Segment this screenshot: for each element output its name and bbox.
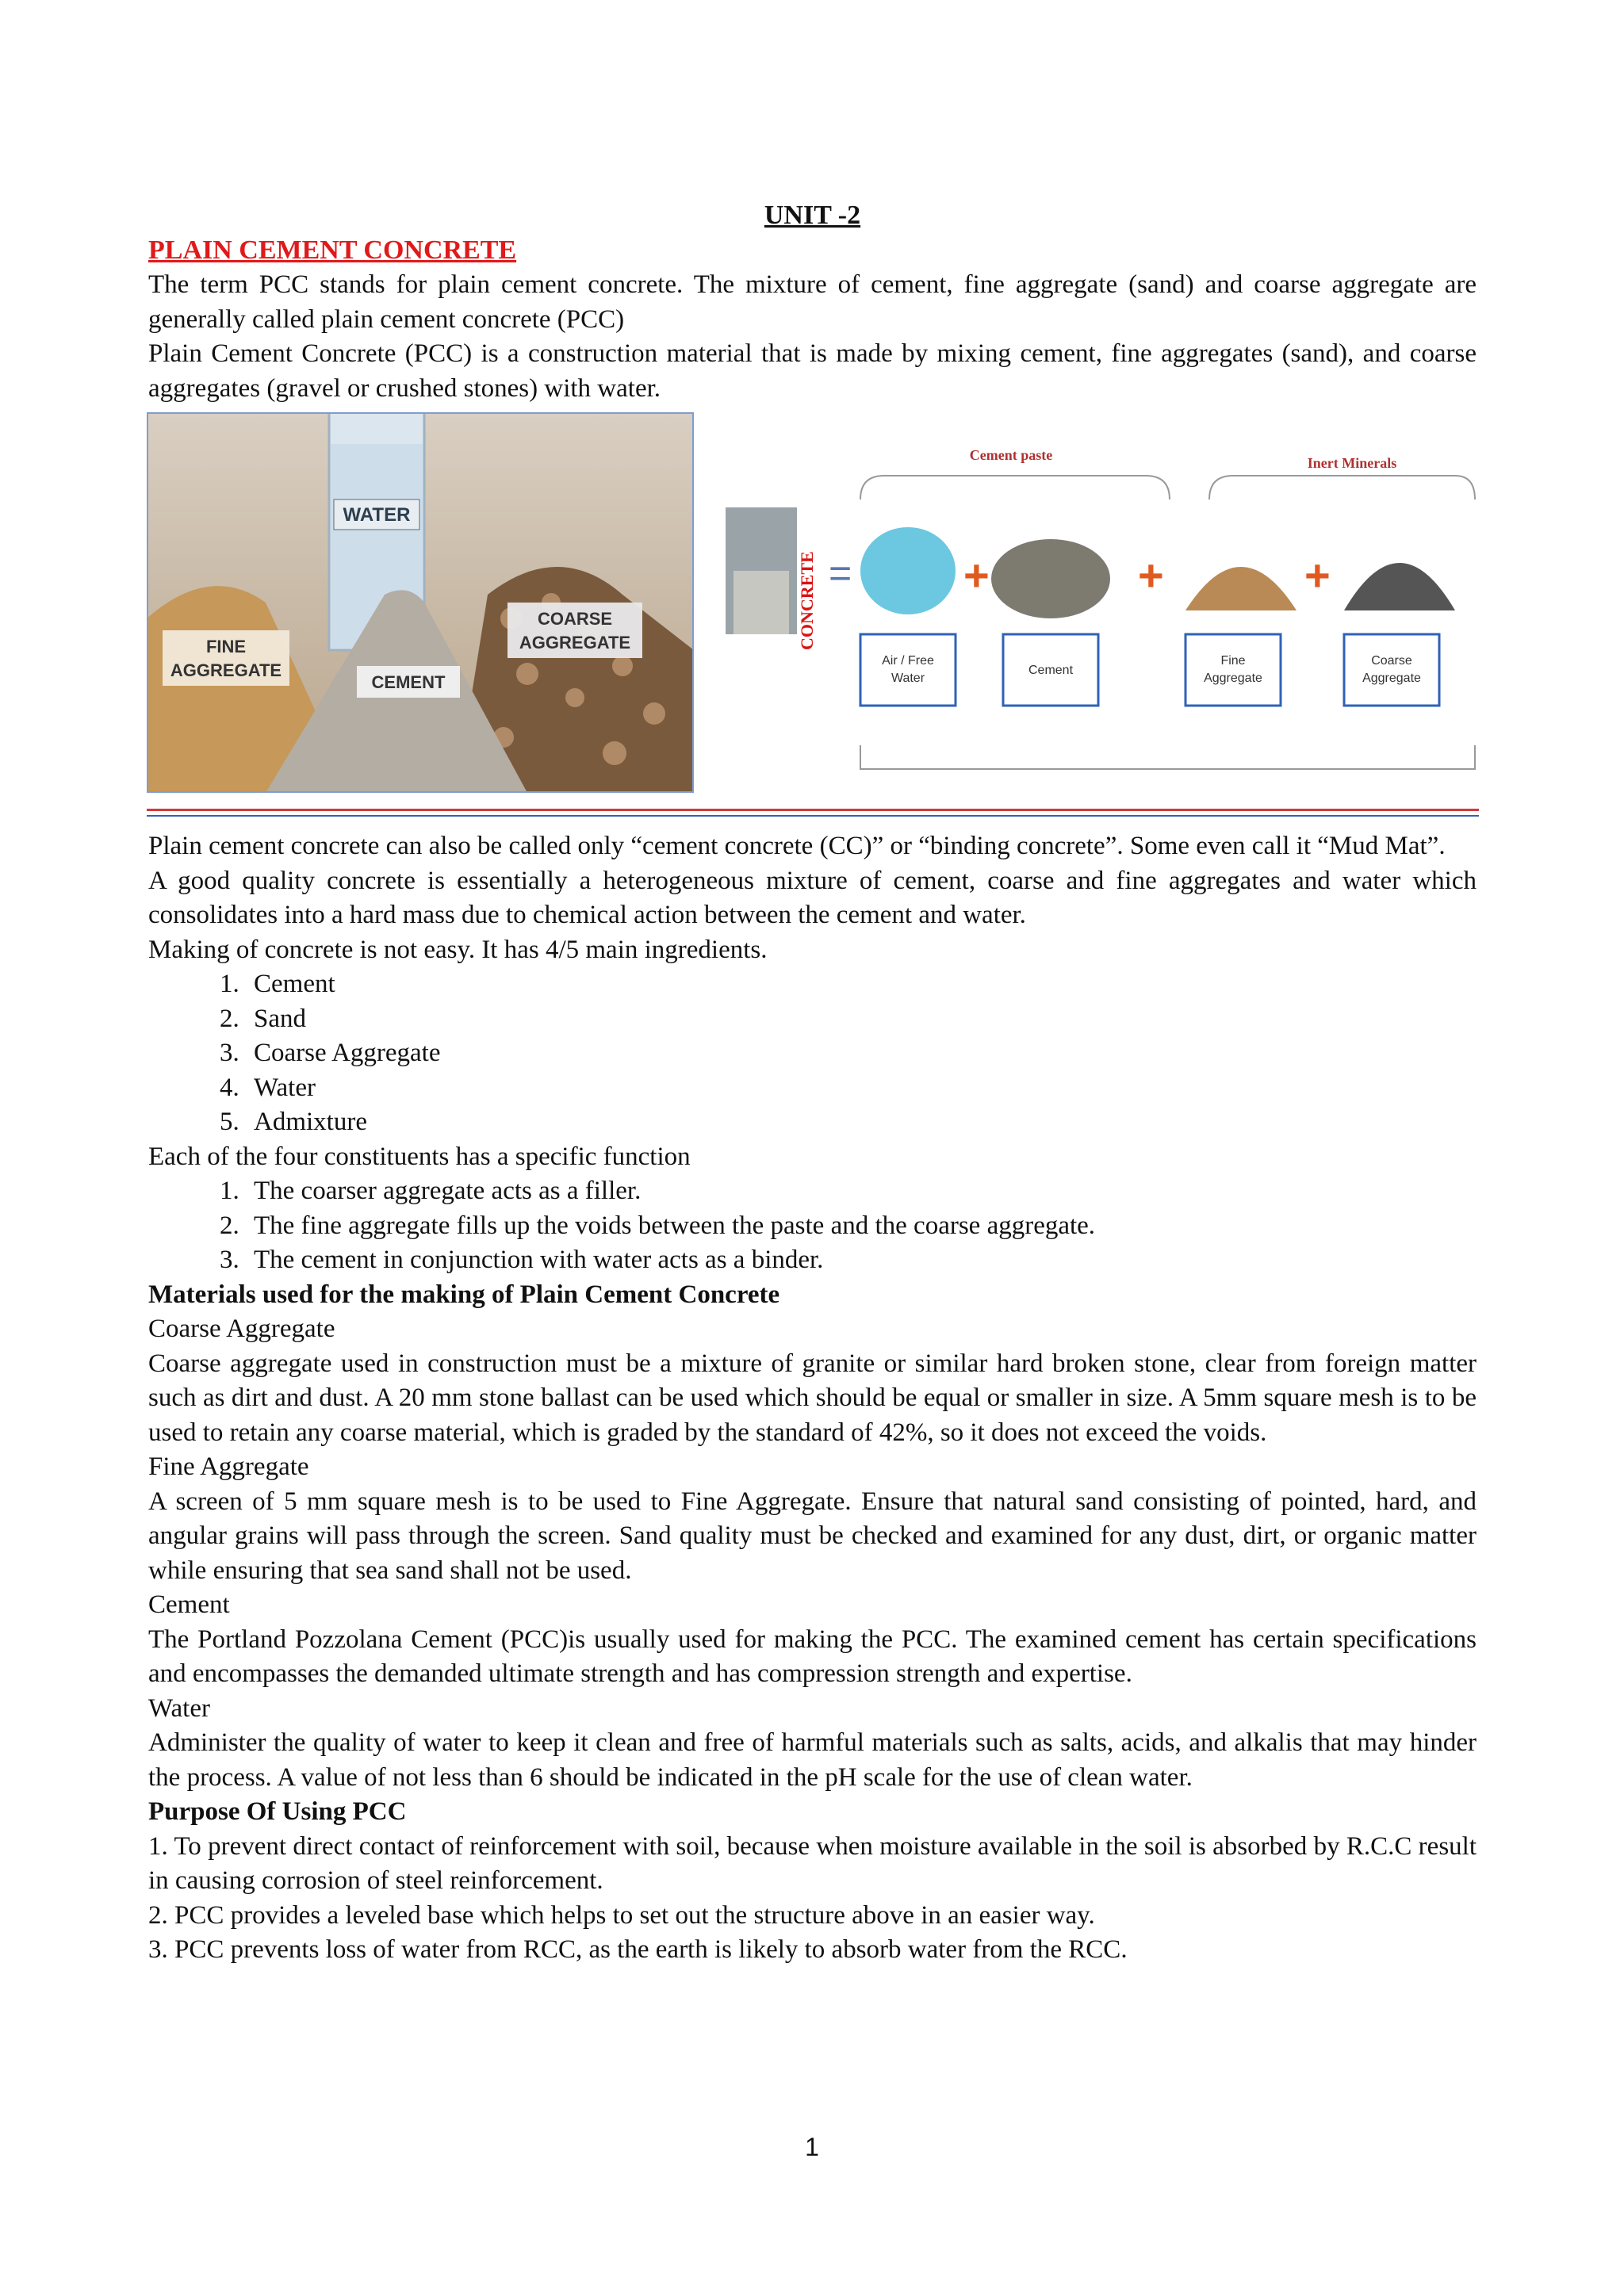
functions-intro: Each of the four constituents has a specific function: [148, 1142, 691, 1171]
list-item: 4. Water: [246, 1071, 1477, 1106]
svg-text:+: +: [1138, 550, 1164, 600]
concrete-vertical-label: CONCRETE: [797, 551, 817, 650]
page-number: 1: [805, 2133, 819, 2161]
water-text: Administer the quality of water to keep it clean and free of harmful materials such as salts, acids, and alkalis that may hinder the process. A value of not less than 6 should be indicated in the pH scale for the use of clean water.: [148, 1728, 1477, 1792]
body-paragraph-1: Plain cement concrete can also be called only “cement concrete (CC)” or “binding concrete”. Some even call it “Mud Mat”.: [148, 832, 1446, 860]
list-item: 3. The cement in conjunction with water acts as a binder.: [246, 1243, 1477, 1278]
functions-list: [148, 1174, 1477, 1278]
concrete-composition-diagram: [702, 412, 1479, 793]
cement-label: CEMENT: [371, 672, 446, 692]
svg-text:+: +: [1304, 550, 1331, 600]
ingredients-photo: [147, 412, 694, 793]
purpose-heading: Purpose Of Using PCC: [148, 1797, 407, 1826]
unit-heading: UNIT -2: [764, 201, 861, 230]
list-item: 1. Cement: [246, 967, 1477, 1002]
water-title: Water: [148, 1693, 210, 1723]
fine-aggregate-title: Fine Aggregate: [148, 1452, 309, 1481]
svg-text:FINE: FINE: [205, 637, 247, 656]
red-rule: [147, 809, 1479, 811]
water-label: WATER: [343, 504, 411, 526]
svg-text:Aggregate: Aggregate: [1204, 672, 1262, 685]
list-item: 3. Coarse Aggregate: [246, 1036, 1477, 1071]
purpose-item-2: 2. PCC provides a leveled base which helps to set out the structure above in an easier way.: [148, 1900, 1095, 1930]
list-item: 2. Sand: [246, 1002, 1477, 1037]
purpose-item-3: 3. PCC prevents loss of water from RCC, as the earth is likely to absorb water from the RCC.: [148, 1935, 1128, 1964]
svg-text:AGGREGATE: AGGREGATE: [519, 633, 631, 652]
svg-text:Cement: Cement: [1028, 664, 1074, 677]
body-paragraph-3: Making of concrete is not easy. It has 4/5 main ingredients.: [148, 935, 768, 964]
inert-minerals-label: Inert Minerals: [1307, 455, 1397, 471]
list-item: 2. The fine aggregate fills up the voids between the paste and the coarse aggregate.: [246, 1209, 1477, 1244]
list-item: 1. The coarser aggregate acts as a filler.: [246, 1174, 1477, 1209]
cement-paste-label: Cement paste: [969, 447, 1053, 463]
svg-text:Aggregate: Aggregate: [1362, 672, 1421, 685]
svg-text:Air / Free: Air / Free: [882, 654, 934, 668]
document-page: [148, 198, 1477, 1968]
intro-paragraph-1: The term PCC stands for plain cement concrete. The mixture of cement, fine aggregate (sand) and coarse aggregate are generally called plain cement concrete (PCC): [148, 270, 1477, 334]
ingredients-list: [148, 967, 1477, 1140]
cement-title: Cement: [148, 1590, 230, 1619]
purpose-item-1: 1. To prevent direct contact of reinforcement with soil, because when moisture available in the soil is absorbed by R.C.C result in causing corrosion of steel reinforcement.: [148, 1831, 1477, 1895]
materials-heading: Materials used for the making of Plain Cement Concrete: [148, 1280, 780, 1309]
fine-aggregate-text: A screen of 5 mm square mesh is to be used to Fine Aggregate. Ensure that natural sand consisting of pointed, hard, and angular grains will pass through the screen. Sand quality must be checked and examined for any dust, dirt, or organic matter while ensuring that sea sand shall not be used.: [148, 1487, 1477, 1585]
blue-rule: [147, 815, 1479, 817]
coarse-aggregate-title: Coarse Aggregate: [148, 1314, 335, 1343]
svg-text:Water: Water: [891, 672, 925, 685]
svg-text:Coarse: Coarse: [1371, 654, 1412, 668]
concrete-figure: [147, 412, 1477, 809]
coarse-aggregate-text: Coarse aggregate used in construction must be a mixture of granite or similar hard broken stone, clear from foreign matter such as dirt and dust. A 20 mm stone ballast can be used which should be equal or smaller in size. A 5mm square mesh is to be used to retain any coarse material, which is graded by the standard of 42%, so it does not exceed the voids.: [148, 1349, 1477, 1447]
body-paragraph-2: A good quality concrete is essentially a heterogeneous mixture of cement, coarse and fine aggregates and water which consolidates into a hard mass due to chemical action between the cement and water.: [148, 866, 1477, 929]
svg-text:Fine: Fine: [1220, 654, 1246, 668]
svg-text:=: =: [829, 551, 852, 595]
svg-text:+: +: [963, 550, 990, 600]
section-title: PLAIN CEMENT CONCRETE: [148, 235, 517, 265]
svg-text:AGGREGATE: AGGREGATE: [170, 660, 282, 680]
list-item: 5. Admixture: [246, 1105, 1477, 1140]
cement-text: The Portland Pozzolana Cement (PCC)is usually used for making the PCC. The examined cement has certain specifications and encompasses the demanded ultimate strength and has compression strength and expertise.: [148, 1624, 1477, 1688]
intro-paragraph-2: Plain Cement Concrete (PCC) is a construction material that is made by mixing cement, fine aggregates (sand), and coarse aggregates (gravel or crushed stones) with water.: [148, 339, 1477, 403]
svg-text:COARSE: COARSE: [537, 609, 613, 629]
